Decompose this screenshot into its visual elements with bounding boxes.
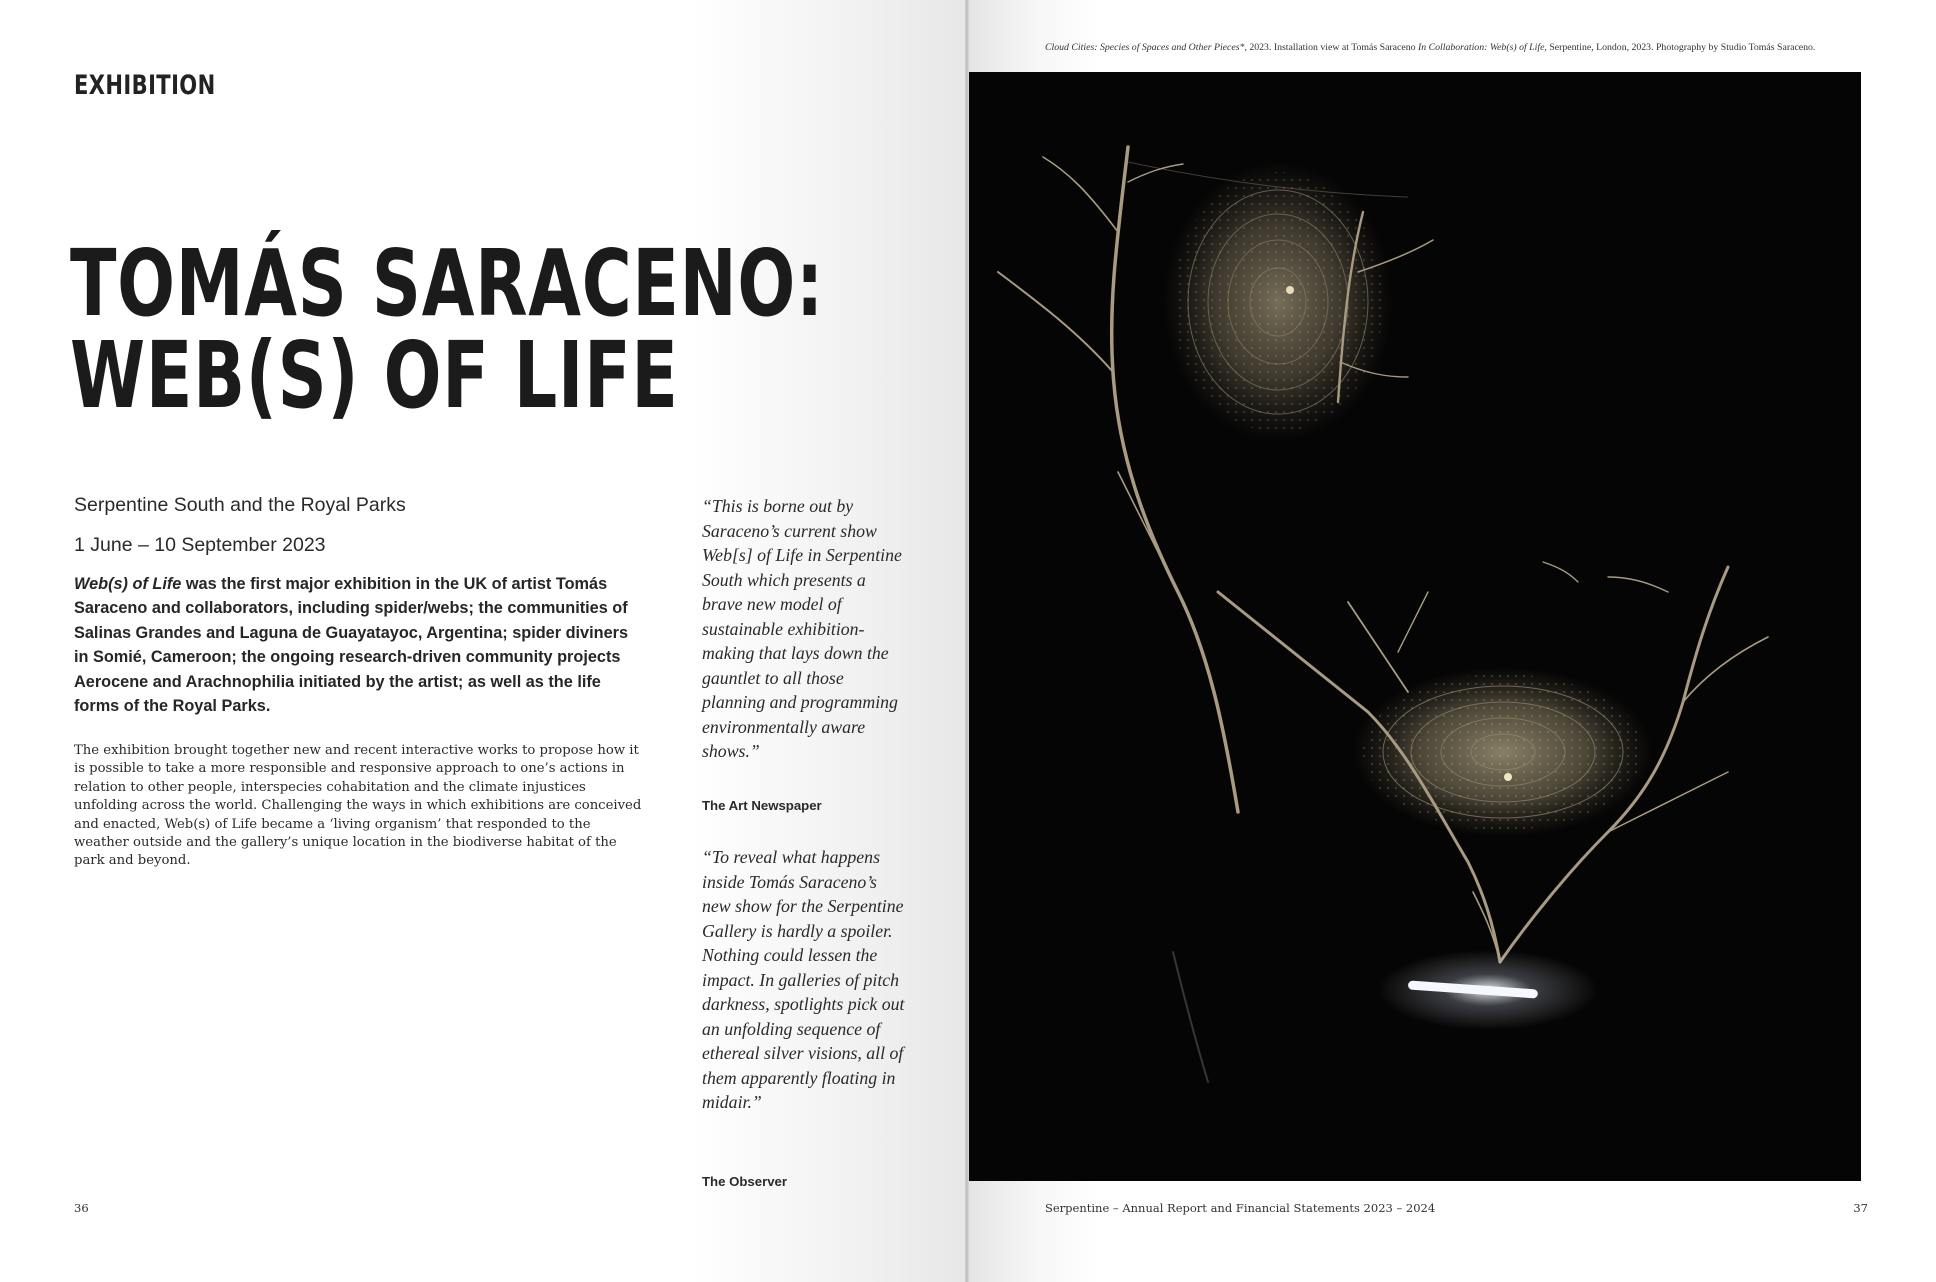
section-label: EXHIBITION [74,70,216,101]
right-page [968,0,1936,1282]
lead-italic-title: Web(s) of Life [74,575,182,593]
spider-web-installation-icon [968,72,1861,1181]
lead-text: was the first major exhibition in the UK of artist Tomás Saraceno and collaborators, including spider/webs; the communities of Salinas Grandes and Laguna de Guayatayoc, Argentina; spider diviners in Somié, Cameroon; the ongoing research-driven community projects Aerocene and Arachnophilia initiated by the artist; as well as the life forms of the Royal Parks. [74,575,629,716]
floor-lamp-icon [1378,950,1598,1030]
caption-work-title: Cloud Cities: Species of Spaces and Other Pieces* [1045,42,1245,53]
press-quote-1: “This is borne out by Saraceno’s current show Web[s] of Life in Serpentine South which presents a brave new model of sustainable exhibition-making that lays down the gauntlet to all those planning and programming environmentally aware shows.” [702,496,902,761]
installation-photo [968,72,1861,1181]
lower-web-icon [1353,667,1653,837]
photo-caption [1045,42,1815,53]
exhibition-title [70,230,824,429]
exhibition-venue: Serpentine South and the Royal Parks [74,494,406,516]
upper-web-icon [1128,162,1408,442]
press-quote-2-source: The Observer [702,1174,788,1189]
exhibition-dates: 1 June – 10 September 2023 [74,534,326,556]
caption-text-2: , Serpentine, London, 2023. Photography by Studio Tomás Saraceno. [1544,42,1816,53]
lead-paragraph [74,572,644,718]
title-line-2: WEB(S) OF LIFE [70,322,679,429]
press-quote-2: “To reveal what happens inside Tomás Saraceno’s new show for the Serpentine Gallery is hardly a spoiler. Nothing could lessen the impact. In galleries of pitch darkness, spotlights pick out an unfolding sequence of ethereal silver visions, all of them apparently floating in midair.” [702,847,905,1112]
report-footer-title: Serpentine – Annual Report and Financial Statements 2023 – 2024 [1045,1201,1436,1215]
page-number-right: 37 [1853,1201,1868,1215]
body-paragraph: The exhibition brought together new and recent interactive works to propose how it is possible to take a more responsible and responsive approach to one’s actions in relation to other people, interspecies cohabitation and the climate injustices unfolding across the world. Challenging the ways in which exhibitions are conceived and enacted, Web(s) of Life became a ‘living organism’ that responded to the weather outside and the gallery’s unique location in the biodiverse habitat of the park and beyond. [74,743,642,869]
book-spine [965,0,969,1282]
title-line-1: TOMÁS SARACENO: [70,230,824,337]
caption-exhibition-title: In Collaboration: Web(s) of Life [1417,42,1545,53]
press-quote-1-source: The Art Newspaper [702,798,822,813]
page-number-left: 36 [74,1201,89,1215]
caption-text-1: , 2023. Installation view at Tomás Saraceno [1244,42,1418,53]
